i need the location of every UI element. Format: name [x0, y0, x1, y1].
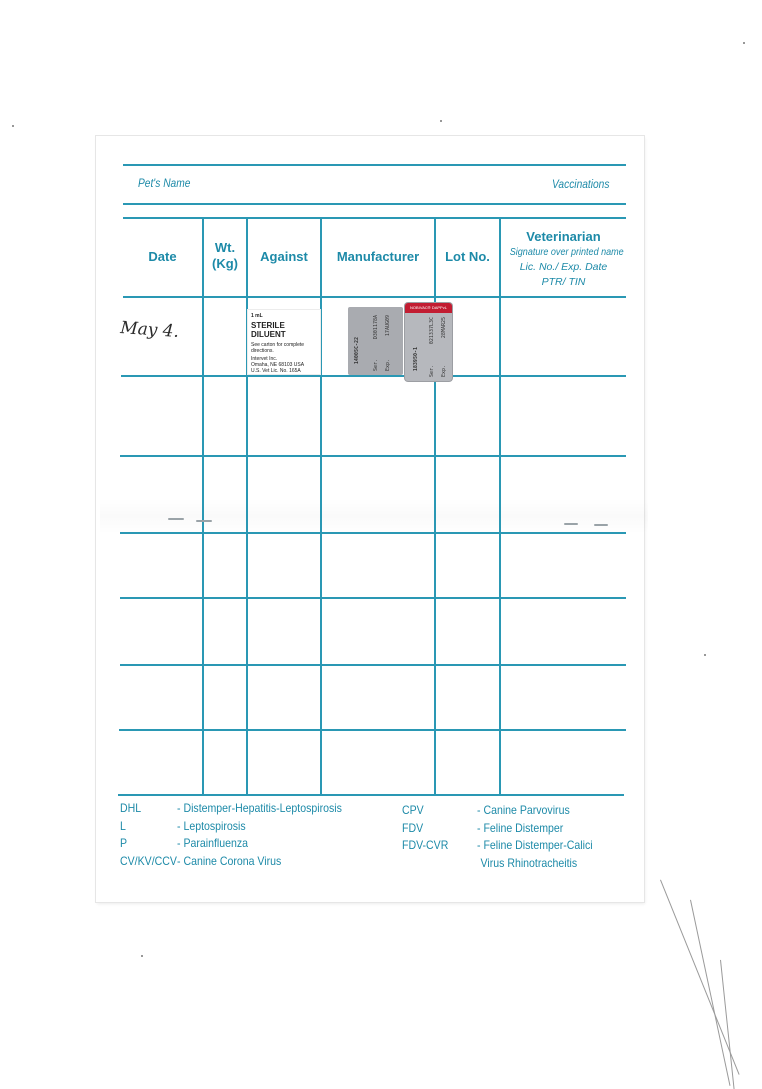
diluent-directions: See carton for complete directions.	[251, 342, 305, 354]
fold-mark	[594, 524, 608, 526]
table-bottom-line	[118, 794, 624, 796]
col-divider-5	[499, 217, 501, 795]
gray-sticker-ser-label: Ser.	[373, 359, 379, 372]
paper-fold	[100, 498, 648, 534]
gray-sticker-code: 14005C-22	[354, 337, 360, 365]
legend-desc: - Parainfluenza	[177, 836, 249, 850]
scan-speck	[12, 125, 14, 127]
fold-mark	[196, 520, 212, 522]
legend-abbr: DHL	[120, 801, 142, 815]
stray-pen-stroke	[660, 880, 740, 1075]
header-top-line	[123, 164, 626, 166]
gray-sticker-serial: D301178A	[373, 315, 379, 340]
legend-left-abbreviations	[120, 800, 177, 870]
red-sticker-expiry: 28MAR25	[441, 317, 447, 339]
diluent-address: Omaha, NE 68103 USA	[251, 362, 305, 368]
red-sticker-brand: NOBIVAC® DAPPvL	[405, 303, 452, 313]
column-header-lot-no: Lot No.	[445, 249, 490, 264]
sterile-diluent-label	[248, 310, 320, 374]
legend-desc: - Feline Distemper	[477, 820, 564, 835]
row-line-1	[121, 375, 626, 377]
col-divider-3	[320, 217, 322, 795]
diluent-volume: 1 mL	[251, 313, 263, 319]
row-line-6	[119, 729, 626, 731]
weight-line2: (Kg)	[212, 256, 238, 271]
column-header-manufacturer: Manufacturer	[336, 249, 420, 264]
column-header-date: Date	[148, 249, 177, 264]
legend-desc: - Canine Parvovirus	[477, 803, 570, 817]
legend-desc: - Distemper-Hepatitis-Leptospirosis	[177, 801, 342, 815]
table-header-line	[123, 296, 626, 298]
vaccinations-label: Vaccinations	[552, 177, 610, 191]
legend-desc: - Feline Distemper-Calici	[477, 838, 593, 852]
red-sticker-ser-label: Ser.	[429, 365, 435, 378]
scan-speck	[141, 955, 143, 957]
legend-abbr: FDV-CVR	[402, 838, 449, 852]
scan-speck	[440, 120, 442, 122]
legend-right-descriptions	[477, 802, 593, 872]
legend-left-descriptions	[177, 800, 342, 870]
legend-right-abbreviations	[402, 802, 448, 855]
row-line-4	[120, 597, 626, 599]
fold-mark	[168, 518, 184, 520]
column-header-weight	[204, 240, 246, 272]
veterinarian-license-line: Lic. No./ Exp. Date	[519, 261, 608, 273]
legend-abbr: L	[120, 818, 126, 833]
scan-speck	[743, 42, 745, 44]
weight-line1: Wt.	[214, 240, 236, 255]
legend-abbr: FDV	[402, 820, 424, 835]
red-sticker-serial: 021337L3C	[429, 317, 435, 345]
diluent-name: STERILE DILUENT	[251, 321, 286, 339]
header-bottom-line	[123, 203, 626, 205]
vaccine-sticker-gray	[348, 307, 403, 375]
pets-name-label: Pet's Name	[138, 176, 191, 190]
row-line-5	[120, 664, 626, 666]
row-line-2	[120, 455, 626, 457]
diluent-company: Intervet Inc.	[251, 356, 278, 362]
column-header-veterinarian	[501, 229, 626, 290]
legend-abbr: P	[120, 836, 128, 850]
col-divider-1	[202, 217, 204, 795]
legend-abbr: CV/KV/CCV	[120, 853, 177, 868]
row-line-3	[120, 532, 626, 534]
veterinarian-signature-line: Signature over printed name	[509, 246, 624, 258]
fold-mark	[564, 523, 578, 525]
red-sticker-code: 183950-1	[413, 347, 419, 372]
veterinarian-title: Veterinarian	[526, 229, 601, 244]
gray-sticker-exp-label: Exp.	[385, 359, 391, 372]
col-divider-2	[246, 217, 248, 795]
legend-desc: - Leptospirosis	[177, 818, 246, 833]
legend-abbr: CPV	[402, 803, 424, 817]
vaccine-sticker-red	[405, 303, 452, 381]
red-sticker-exp-label: Exp.	[441, 365, 447, 378]
scan-speck	[704, 654, 706, 656]
legend-desc: - Canine Corona Virus	[177, 853, 282, 868]
gray-sticker-expiry: 17AUG09	[385, 315, 391, 337]
diluent-license: U.S. Vet Lic. No. 165A	[251, 368, 301, 374]
legend-desc: Virus Rhinotracheitis	[480, 855, 578, 870]
column-header-against: Against	[260, 249, 308, 264]
table-top-line	[123, 217, 626, 219]
veterinarian-ptr-line: PTR/ TIN	[541, 276, 586, 288]
row-1-date-handwritten: May 4.	[119, 318, 180, 343]
